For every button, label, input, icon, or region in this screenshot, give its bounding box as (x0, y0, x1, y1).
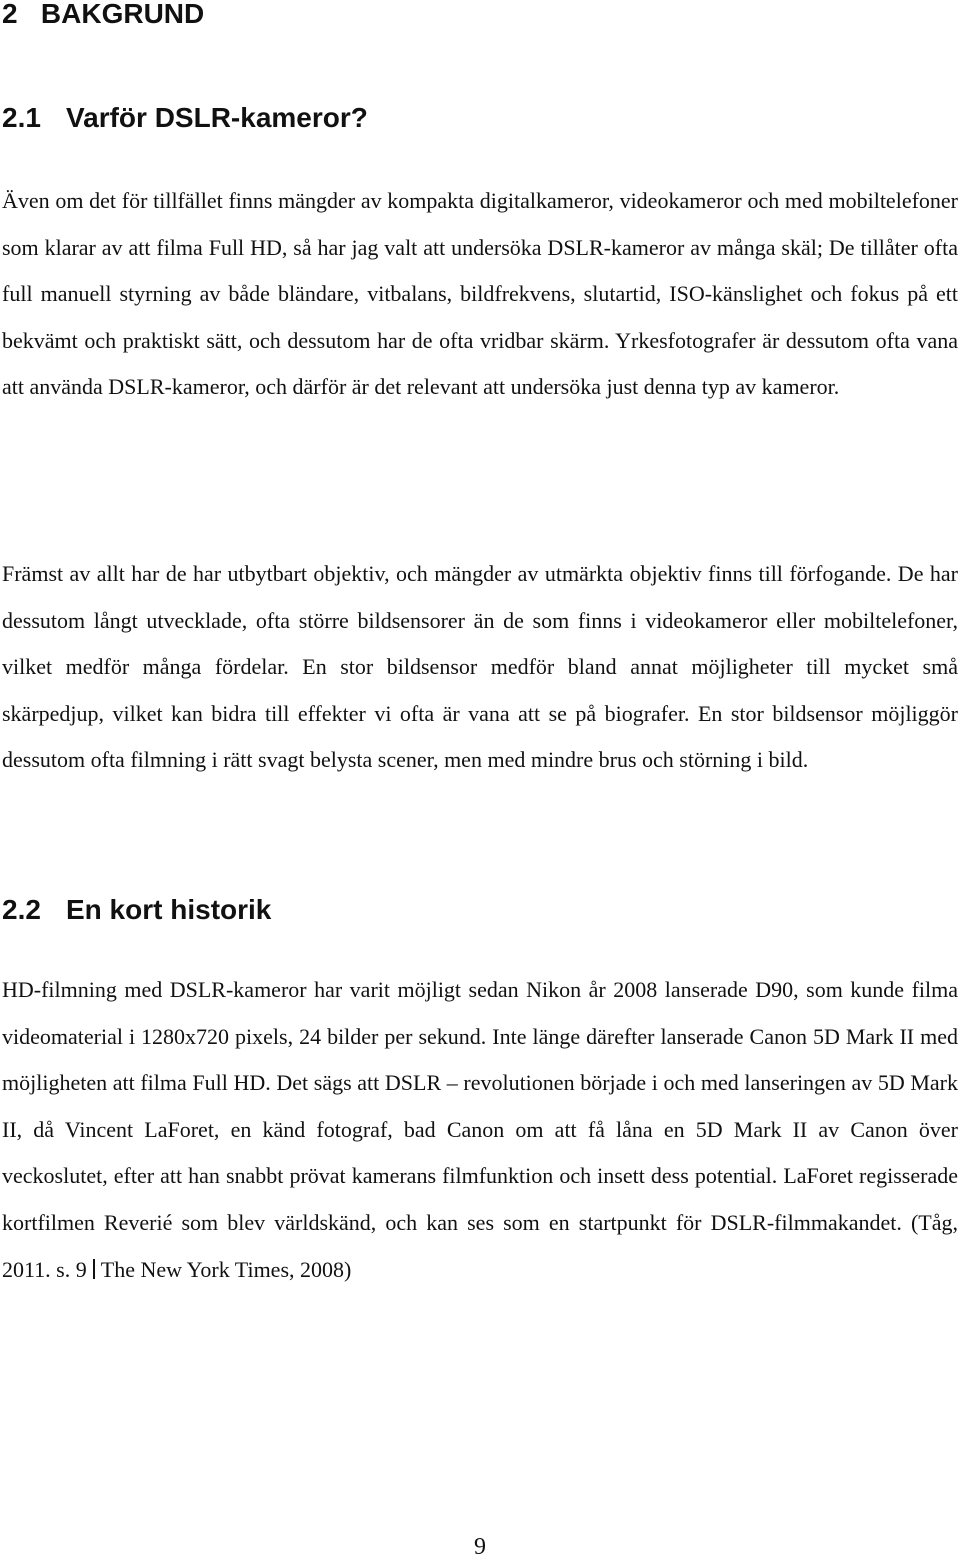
paragraph: Även om det för tillfället finns mängder av kompakta digitalkameror, videokameror och med mobiltelefoner som klarar av att filma Full HD, så har jag valt att undersöka DSLR-kameror av många skäl; De tillåter ofta full manuell styrning av både bländare, vitbalans, bildfrekvens, slutartid, ISO-känslighet och fokus på ett bekvämt och praktiskt sätt, och dessutom har de ofta vridbar skärm. Yrkesfotografer är dessutom ofta vana att använda DSLR-kameror, och därför är det relevant att undersöka just denna typ av kameror. (2, 188, 958, 400)
chapter-number: 2 (2, 0, 18, 29)
paragraph: Främst av allt har de har utbytbart objektiv, och mängder av utmärkta objektiv finns till förfogande. De har dessutom långt utvecklade, ofta större bildsensorer än de som finns i videokameror eller mobiltelefoner, vilket medför många fördelar. En stor bildsensor medför bland annat möjligheter till mycket små skärpedjup, vilket kan bidra till effekter vi ofta är vana att se på biografer. En stor bildsensor möjliggör dessutom ofta filmning i rätt svagt belysta scener, men med mindre brus och störning i bild. (2, 561, 958, 773)
section-title: En kort historik (66, 894, 272, 925)
section-number: 2.2 (2, 894, 41, 925)
section-number: 2.1 (2, 102, 41, 133)
citation-separator (93, 1259, 95, 1279)
paragraph-text: HD-filmning med DSLR-kameror har varit möjligt sedan Nikon år 2008 lanserade D90, som kunde filma videomaterial i 1280x720 pixels, 24 bilder per sekund. Inte länge därefter lanserade Canon 5D Mark II med möjligheten att filma Full HD. Det sägs att DSLR – revolutionen började i och med lanseringen av 5D Mark II, då Vincent LaForet, en känd fotograf, bad Canon om att få låna en 5D Mark II av Canon över veckoslutet, efter att han snabbt prövat kamerans filmfunktion och insett dess potential. LaForet regisserade kortfilmen Reverié som blev världskänd, och kan ses som en startpunkt för DSLR-filmmakandet. (2, 977, 958, 1235)
page-number: 9 (474, 1534, 486, 1560)
citation: (Tåg, 2011. s. 9 (2, 1209, 959, 1282)
chapter-heading (2, 0, 204, 34)
section-heading-2-2 (2, 890, 271, 930)
paragraph (2, 967, 958, 1293)
section-heading-2-1 (2, 98, 368, 138)
citation: The New York Times, 2008) (100, 1256, 352, 1282)
section-title: Varför DSLR-kameror? (66, 102, 368, 133)
chapter-title: BAKGRUND (40, 0, 205, 29)
